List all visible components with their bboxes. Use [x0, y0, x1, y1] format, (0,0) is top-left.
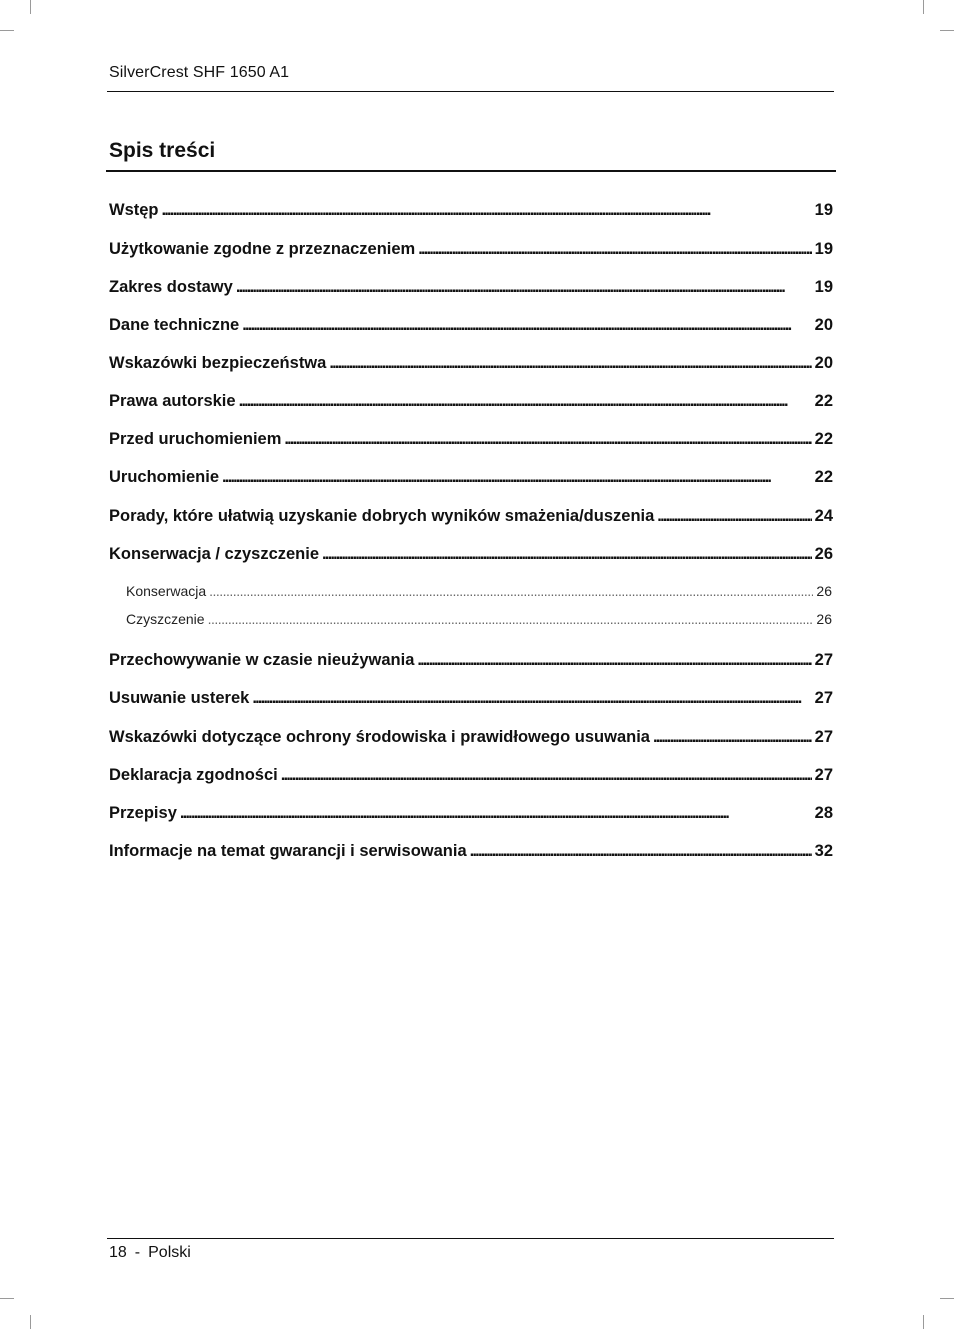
- toc-entry-label: Konserwacja / czyszczenie: [109, 545, 320, 563]
- toc-entry-label: Prawa autorskie: [109, 392, 236, 410]
- toc-entry-page: 22: [814, 392, 833, 410]
- toc-entry-label: Usuwanie usterek: [109, 689, 250, 707]
- toc-entry-label: Czyszczenie: [126, 611, 205, 627]
- toc-entry[interactable]: [109, 316, 833, 335]
- crop-mark: [923, 0, 924, 14]
- toc-entry-page: 32: [814, 842, 833, 860]
- toc-entry-page: 19: [814, 278, 833, 296]
- footer-separator: -: [134, 1244, 141, 1261]
- toc-entry-label: Użytkowanie zgodne z przeznaczeniem: [109, 240, 416, 258]
- toc-entry-label: Uruchomienie: [109, 468, 220, 486]
- toc-entry[interactable]: [109, 201, 833, 220]
- toc-entry-page: 28: [814, 804, 833, 822]
- toc-dot-leader: [418, 240, 811, 259]
- toc-entry-page: 22: [814, 468, 833, 486]
- toc-subentry[interactable]: [126, 611, 832, 627]
- toc-entry[interactable]: [109, 240, 833, 259]
- toc-dot-leader: [657, 507, 811, 526]
- toc-entry-page: 22: [814, 430, 833, 448]
- toc-entry-label: Dane techniczne: [109, 316, 240, 334]
- running-header: SilverCrest SHF 1650 A1: [109, 64, 290, 81]
- toc-subentry[interactable]: [126, 583, 832, 599]
- crop-mark: [0, 30, 14, 31]
- toc-entry-page: 27: [814, 689, 833, 707]
- toc-dot-leader: [208, 611, 814, 627]
- footer-divider: [107, 1238, 834, 1239]
- toc-entry-label: Zakres dostawy: [109, 278, 233, 296]
- header-divider: [107, 91, 834, 92]
- toc-entry[interactable]: [109, 507, 833, 526]
- toc-entry-page: 26: [814, 545, 833, 563]
- toc-entry[interactable]: [109, 804, 833, 823]
- toc-dot-leader: [417, 651, 811, 670]
- toc-entry[interactable]: [109, 278, 833, 297]
- toc-entry[interactable]: [109, 430, 833, 449]
- crop-mark: [30, 0, 31, 14]
- toc-entry-page: 20: [814, 354, 833, 372]
- toc-entry-label: Wskazówki bezpieczeństwa: [109, 354, 327, 372]
- toc-entry-page: 26: [816, 611, 832, 627]
- toc-entry-page: 20: [814, 316, 833, 334]
- toc-entry-page: 27: [814, 766, 833, 784]
- toc-entry-label: Wstęp: [109, 201, 159, 219]
- toc-dot-leader: [236, 278, 812, 297]
- crop-mark: [30, 1315, 31, 1329]
- toc-entry[interactable]: [109, 392, 833, 411]
- toc-entry-label: Informacje na temat gwarancji i serwisowania: [109, 842, 467, 860]
- toc-dot-leader: [329, 354, 811, 373]
- crop-mark: [923, 1315, 924, 1329]
- toc-dot-leader: [222, 468, 812, 487]
- toc-entry-label: Przed uruchomieniem: [109, 430, 282, 448]
- toc-entry[interactable]: [109, 689, 833, 708]
- toc-dot-leader: [180, 804, 812, 823]
- toc-dot-leader: [470, 842, 812, 861]
- toc-dot-leader: [252, 689, 811, 708]
- toc-dot-leader: [284, 430, 811, 449]
- toc-title: Spis treści: [109, 139, 216, 162]
- toc-entry-page: 26: [816, 583, 832, 599]
- toc-entry-label: Wskazówki dotyczące ochrony środowiska i prawidłowego usuwania: [109, 728, 650, 746]
- crop-mark: [0, 1298, 14, 1299]
- toc-entry[interactable]: [109, 354, 833, 373]
- toc-entry[interactable]: [109, 728, 833, 747]
- toc-entry-page: 19: [814, 240, 833, 258]
- toc-entry-page: 27: [814, 651, 833, 669]
- toc-entry-label: Porady, które ułatwią uzyskanie dobrych wyników smażenia/duszenia: [109, 507, 655, 525]
- crop-mark: [940, 1298, 954, 1299]
- toc-entry-label: Przepisy: [109, 804, 177, 822]
- toc-dot-leader: [653, 728, 812, 747]
- toc-entry-page: 27: [814, 728, 833, 746]
- toc-entry-page: 24: [814, 507, 833, 525]
- toc-dot-leader: [322, 545, 812, 564]
- toc-dot-leader: [239, 392, 812, 411]
- toc-entry-page: 19: [814, 201, 833, 219]
- toc-entry[interactable]: [109, 468, 833, 487]
- toc-entry[interactable]: [109, 842, 833, 861]
- toc-entry[interactable]: [109, 766, 833, 785]
- crop-mark: [940, 30, 954, 31]
- toc-dot-leader: [209, 583, 813, 599]
- toc-dot-leader: [281, 766, 812, 785]
- toc-entry-label: Konserwacja: [126, 583, 207, 599]
- toc-dot-leader: [162, 201, 812, 220]
- footer-language: Polski: [148, 1244, 191, 1261]
- toc-entry-label: Deklaracja zgodności: [109, 766, 278, 784]
- toc-entry[interactable]: [109, 651, 833, 670]
- toc-dot-leader: [242, 316, 811, 335]
- toc-entry[interactable]: [109, 545, 833, 564]
- toc-entry-label: Przechowywanie w czasie nieużywania: [109, 651, 415, 669]
- toc-title-divider: [106, 170, 836, 172]
- footer-page-number: 18: [109, 1244, 127, 1261]
- running-footer: [109, 1244, 191, 1262]
